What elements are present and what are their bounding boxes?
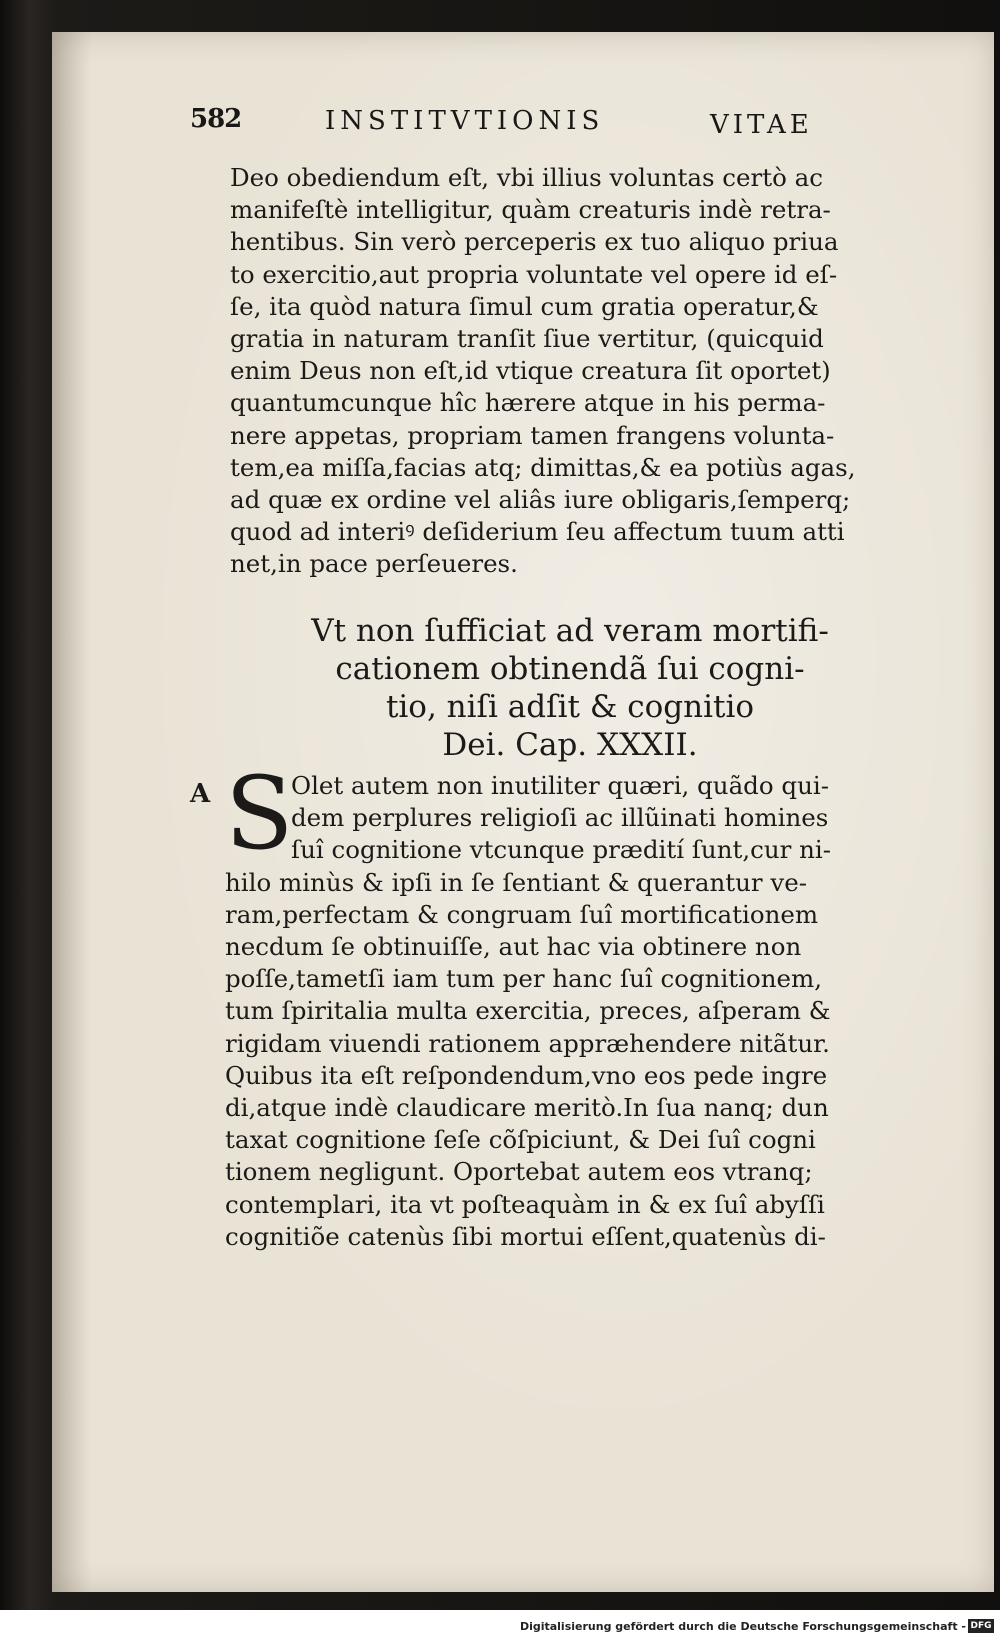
text-line: Quibus ita eſt reſpondendum,vno eos pede ingre: [225, 1060, 828, 1090]
text-line: ad quæ ex ordine vel aliâs iure obligaris,ſemperq;: [230, 485, 851, 515]
text-line: taxat cognitione ſeſe cõſpiciunt, & Dei ſuî cogni: [225, 1125, 816, 1155]
chapter-body: [190, 755, 915, 1253]
text-line: hentibus. Sin verò perceperis ex tuo aliquo priua: [230, 227, 839, 257]
footer-credit: Digitalisierung gefördert durch die Deutsche Forschungsgemeinschaft -: [519, 1620, 966, 1633]
text-line: enim Deus non eſt,id vtique creatura ſit oportet): [230, 356, 831, 386]
text-line: nere appetas, propriam tamen frangens volunta-: [230, 420, 835, 450]
text-line: to exercitio,aut propria voluntate vel opere id eſ-: [230, 259, 838, 289]
text-line: ſe, ita quòd natura ſimul cum gratia operatur,&: [230, 291, 819, 321]
text-line: rigidam viuendi rationem appræhendere nitãtur.: [225, 1028, 830, 1058]
text-line: cognitiõe catenùs ſibi mortui eſſent,quatenùs di-: [225, 1221, 826, 1251]
text-line: ſuî cognitione vtcunque prædití ſunt,cur ni-: [291, 835, 832, 865]
running-head: [190, 104, 890, 144]
heading-line: tio, niſi adſit & cognitio: [385, 689, 755, 725]
text-line: quod ad interiꝰ deſiderium ſeu affectum tuum atti: [230, 517, 845, 547]
text-line: tem,ea miſſa,facias atq; dimittas,& ea potiùs agas,: [230, 452, 856, 482]
margin-letter: A: [190, 779, 211, 809]
running-head-right: VITAE: [710, 110, 813, 140]
digitization-footer: [0, 1610, 1000, 1644]
text-line: contemplari, ita vt poſteaquàm in & ex ſuî abyſſi: [225, 1189, 825, 1219]
heading-line: Dei. Cap. XXXII.: [442, 727, 698, 763]
text-line: poſſe,tametſi iam tum per hanc ſuî cognitionem,: [225, 964, 823, 994]
text-line: necdum ſe obtinuiſſe, aut hac via obtinere non: [225, 932, 802, 962]
text-line: dem perplures religioſi ac illũinati homines: [291, 803, 829, 833]
heading-line: cationem obtinendã ſui cogni-: [335, 651, 805, 687]
text-line: Olet autem non inutiliter quæri, quãdo qui-: [291, 771, 829, 800]
text-line: quantumcunque hîc hærere atque in his perma-: [230, 388, 826, 418]
chapter-heading: [230, 612, 910, 764]
text-line: hilo minùs & ipſi in ſe ſentiant & querantur ve-: [225, 867, 807, 897]
dfg-logo-badge: DFG: [968, 1619, 994, 1633]
text-line: gratia in naturam tranſit ſiue vertitur, (quicquid: [230, 324, 824, 354]
running-head-title: INSTITVTIONIS: [325, 106, 605, 136]
heading-line: Vt non ſufficiat ad veram mortifi-: [311, 613, 829, 649]
text-line: di,atque indè claudicare meritò.In ſua nanq; dun: [225, 1093, 829, 1123]
text-line: tum ſpiritalia multa exercitia, preces, aſperam &: [225, 996, 831, 1026]
text-line: manifeſtè intelligitur, quàm creaturis indè retra-: [230, 195, 831, 225]
text-line: Deo obediendum eſt, vbi illius voluntas certò ac: [230, 163, 823, 192]
text-line: ram,perfectam & congruam ſuî mortificationem: [225, 899, 819, 929]
text-line: tionem negligunt. Oportebat autem eos vtranq;: [225, 1157, 813, 1187]
text-line: net,in pace perſeueres.: [230, 549, 518, 579]
page-number: 582: [190, 104, 242, 134]
paragraph-continued: [230, 162, 910, 581]
drop-cap: S: [225, 755, 294, 872]
